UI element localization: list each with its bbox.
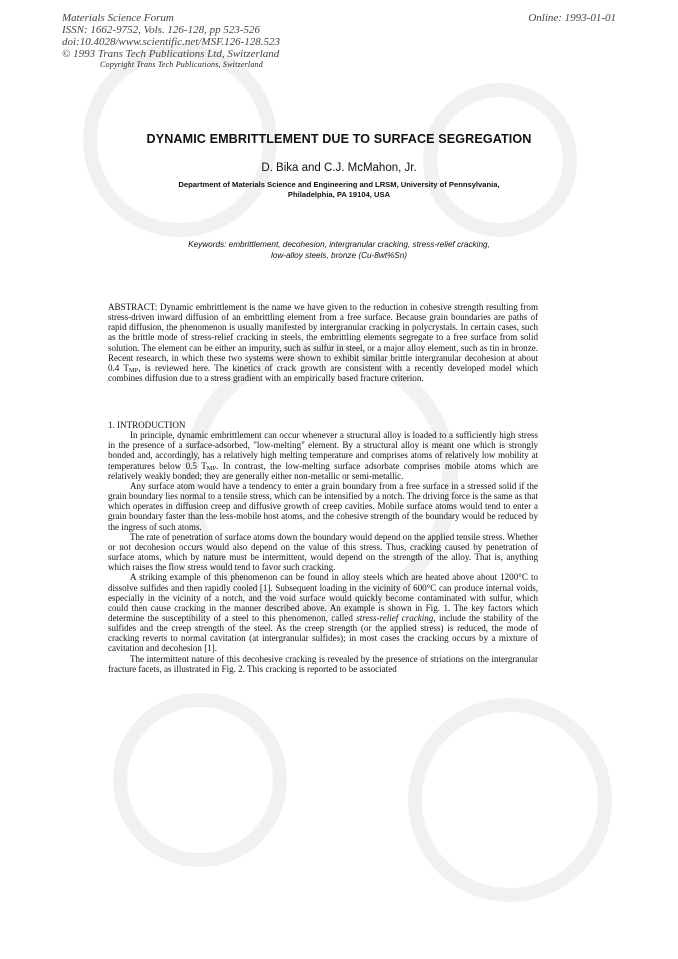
introduction-section [108, 420, 538, 674]
section-heading: 1. INTRODUCTION [108, 420, 186, 430]
journal-name: Materials Science Forum [62, 12, 174, 24]
affiliation-line: Department of Materials Science and Engineering and LRSM, University of Pennsylvania, [178, 180, 500, 189]
body-paragraph: The rate of penetration of surface atoms down the boundary would depend on the applied tensile stress. Whether or not decohesion occurs would also depend on the value of this stress. Thus, cracking caused by penetration of surface atoms, which by nature must be intermittent, would depend on the strength of the alloy. That is, anything which raises the flow stress would tend to favor such cracking. [108, 531, 538, 573]
body-paragraph: Any surface atom would have a tendency to enter a grain boundary from a free surface in a stressed solid if the grain boundary lies normal to a tensile stress, which can be intensified by a notch. The driving force is the same as that which operates in diffusion creep and diffusive growth of creep cavities. Mobile surface atoms would tend to enter a grain boundary faster than the less-mobile host atoms, and the cohesive strength of the boundary would be reduced by the ingress of such atoms. [108, 480, 538, 532]
keywords [0, 239, 678, 261]
author-affiliation [0, 180, 678, 200]
body-paragraph: The intermittent nature of this decohesive cracking is revealed by the presence of striations on the intergranular fracture facets, as illustrated in Fig. 2. This cracking is reported to be associated [108, 653, 538, 674]
abstract [108, 302, 538, 383]
publisher-copyright-stamp: Copyright Trans Tech Publications, Switzerland [100, 60, 263, 69]
journal-copyright: © 1993 Trans Tech Publications Ltd, Switzerland [62, 48, 280, 60]
affiliation-line: Philadelphia, PA 19104, USA [287, 190, 391, 199]
body-paragraph: A striking example of this phenomenon can be found in alloy steels which are heated above about 1200°C to dissolve sulfides and then rapidly cooled [1]. Subsequent loading in the vicinity of 600°C can produce internal voids, especially in the vicinity of a notch, and the void surface would quickly become contaminated with sulfur, which could then cause cracking in the manner described above. An example is shown in Fig. 1. The key factors which determine the susceptibility of a steel to this phenomenon, called stress-relief cracking, include the stability of the sulfides and the creep strength of the steel. As the creep strength (or the applied stress) is reduced, the mode of cracking reverts to normal cavitation (at intergranular sulfides); in most cases the cracking occurs by a mixture of cavitation and decohesion [1]. [108, 572, 538, 654]
keywords-line: low-alloy steels, bronze (Cu-8wt%Sn) [270, 251, 408, 260]
online-date: Online: 1993-01-01 [528, 12, 616, 24]
paper-authors: D. Bika and C.J. McMahon, Jr. [261, 162, 417, 174]
journal-doi: doi:10.4028/www.scientific.net/MSF.126-128.523 [62, 36, 281, 48]
keywords-line: Keywords: embrittlement, decohesion, intergranular cracking, stress-relief cracking, [188, 240, 490, 249]
body-paragraph: In principle, dynamic embrittlement can occur whenever a structural alloy is loaded to a sufficiently high stress in the presence of a surface-adsorbed, "low-melting" element. By a structural alloy is meant one which is strongly bonded and, accordingly, has a relatively high melting temperature and comprises atoms of relatively low mobility at temperatures below 0.5 $T_{MP}$. In contrast, the low-melting surface adsorbate comprises mobile atoms which are relatively weakly bonded; they are generally either non-metallic or semi-metallic. [108, 430, 538, 481]
abstract-paragraph: ABSTRACT: Dynamic embrittlement is the name we have given to the reduction in cohesive strength resulting from stress-driven inward diffusion of an embrittling element from a free surface. Because grain boundaries are paths of rapid diffusion, the phenomenon is usually manifested by intergranular cracking in polycrystals. In certain cases, such as the brittle mode of stress-relief cracking in steels, the embrittling elements segregate to a free surface from solid solution. The element can be either an impurity, such as sulfur in steel, or a major alloy element, such as tin in bronze. Recent research, in which these two systems were shown to exhibit similar brittle intergranular decohesion at about 0.4 $T_{MP}$, is reviewed here. The kinetics of crack growth are consistent with a recently developed model which combines diffusion due to a stress gradient with an empirically based fracture criterion. [108, 302, 538, 384]
journal-citation [62, 12, 280, 60]
paper-title: DYNAMIC EMBRITTLEMENT DUE TO SURFACE SEGREGATION [146, 132, 532, 146]
journal-issn: ISSN: 1662-9752, Vols. 126-128, pp 523-526 [62, 24, 260, 36]
